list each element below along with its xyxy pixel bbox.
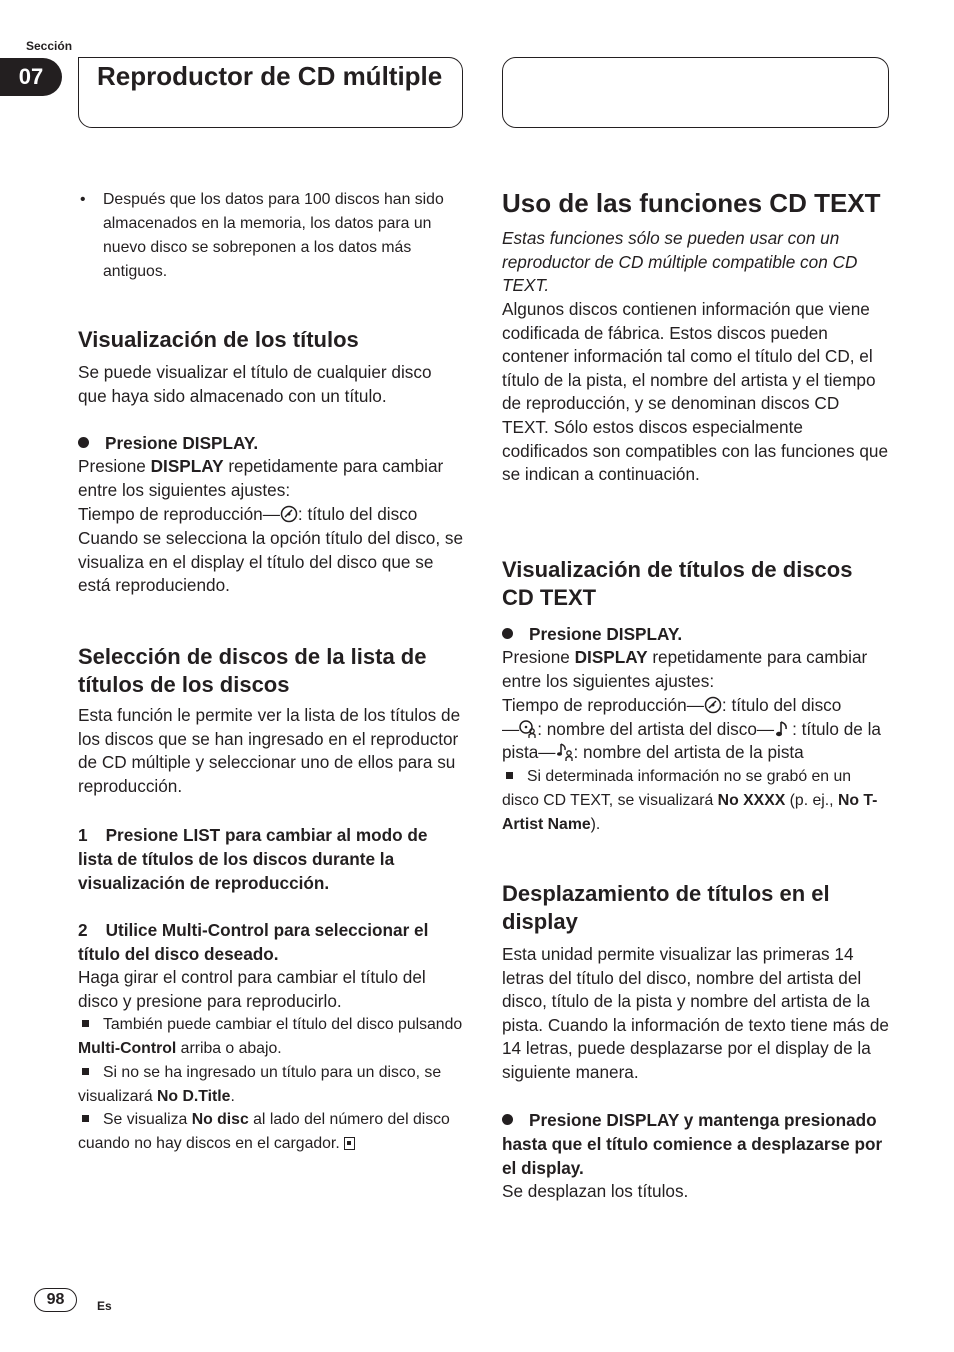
seleccion-note-1: También puede cambiar el título del disco pulsando Multi-Control arriba o abajo.	[78, 1016, 463, 1057]
heading-visualizacion-titulos: Visualización de los títulos	[78, 327, 359, 352]
vis-titulos-settings: Tiempo de reproducción— : título del disco	[78, 504, 418, 524]
seleccion-para: Esta función le permite ver la lista de los títulos de los discos que se han ingresado en el reproductor de CD múltiple y seleccionar uno de ellos para su reproducción.	[78, 705, 461, 796]
track-artist-icon	[556, 743, 574, 761]
heading-vis-cd-text: Visualización de títulos de discos CD TEXT	[502, 557, 853, 610]
language-code: Es	[97, 1299, 112, 1313]
header-empty-box	[502, 57, 889, 128]
note-square-icon	[506, 772, 513, 779]
heading-seleccion-discos: Selección de discos de la lista de títulos de los discos	[78, 644, 427, 697]
section-number-badge: 07	[0, 58, 62, 96]
section-label: Sección	[26, 39, 73, 53]
heading-desplazamiento: Desplazamiento de títulos en el display	[502, 881, 830, 934]
seleccion-step-1: 1 Presione LIST para cambiar al modo de lista de títulos de los discos durante la visualización de reproducción.	[78, 825, 428, 893]
disc-title-icon	[704, 696, 722, 714]
bullet-dot	[78, 437, 89, 448]
seleccion-step-2: 2 Utilice Multi-Control para seleccionar el título del disco deseado.	[78, 920, 429, 964]
uso-italic-note: Estas funciones sólo se pueden usar con un reproductor de CD múltiple compatible con CD TEXT.	[502, 228, 858, 296]
vis-titulos-text: Presione DISPLAY repetidamente para cambiar entre los siguientes ajustes:	[78, 456, 444, 500]
track-title-icon	[774, 720, 792, 738]
vis-cdtext-settings: Tiempo de reproducción— : título del disco — : nombre del artista del disco— : título de la pista— : nombre del artista de la pista	[502, 695, 881, 763]
seleccion-note-2: Si no se ha ingresado un título para un disco, se visualizará No D.Title.	[78, 1064, 442, 1105]
intro-bullet: • Después que los datos para 100 discos han sido almacenados en la memoria, los datos para un nuevo disco se sobreponen a los datos más antiguos.	[78, 188, 464, 284]
heading-uso-cd-text: Uso de las funciones CD TEXT	[502, 188, 881, 218]
desplaz-para: Esta unidad permite visualizar las primeras 14 letras del título del disco, nombre del artista del disco, título de la pista y nombre del artista de la pista. Cuando la información de texto tiene más de 14 letras, puede desplazarse por el display de la siguiente manera.	[502, 944, 889, 1082]
uso-para: Algunos discos contienen información que viene codificada de fábrica. Estos discos pueden contener información tal como el título del CD, el título de la pista, el nombre del artista y el tiempo de reproducción, y se denominan discos CD TEXT. Sólo estos discos especialmente codificados son compatibles con las funciones que se indican a continuación.	[502, 299, 888, 485]
vis-cdtext-text: Presione DISPLAY repetidamente para cambiar entre los siguientes ajustes:	[502, 647, 868, 691]
vis-cdtext-step: Presione DISPLAY.	[502, 622, 890, 646]
bullet-dot	[502, 1114, 513, 1125]
vis-titulos-step: Presione DISPLAY.	[78, 431, 464, 455]
note-square-icon	[82, 1020, 89, 1027]
disc-artist-icon	[519, 720, 537, 738]
end-of-section-icon	[344, 1137, 355, 1150]
vis-titulos-note: Cuando se selecciona la opción título del disco, se visualiza en el display el título del disco que se está reproduciendo.	[78, 528, 464, 596]
vis-titulos-para: Se puede visualizar el título de cualquier disco que haya sido almacenado con un título.	[78, 362, 432, 406]
desplaz-result: Se desplazan los títulos.	[502, 1181, 689, 1201]
page-number: 98	[34, 1288, 77, 1312]
intro-bullet-text: Después que los datos para 100 discos han sido almacenados en la memoria, los datos para un nuevo disco se sobreponen a los datos más antiguos.	[103, 191, 444, 280]
note-square-icon	[82, 1115, 89, 1122]
vis-cdtext-note: Si determinada información no se grabó en un disco CD TEXT, se visualizará No XXXX (p. ej., No T-Artist Name).	[502, 768, 878, 833]
disc-title-icon	[280, 505, 298, 523]
note-square-icon	[82, 1068, 89, 1075]
page-title: Reproductor de CD múltiple	[97, 61, 443, 91]
seleccion-note-3: Se visualiza No disc al lado del número del disco cuando no hay discos en el cargador.	[78, 1111, 450, 1152]
desplaz-step: Presione DISPLAY y mantenga presionado hasta que el título comience a desplazarse por el display.	[502, 1110, 883, 1178]
bullet-dot	[502, 628, 513, 639]
seleccion-step-2-text: Haga girar el control para cambiar el título del disco y presione para reproducirlo.	[78, 967, 426, 1011]
